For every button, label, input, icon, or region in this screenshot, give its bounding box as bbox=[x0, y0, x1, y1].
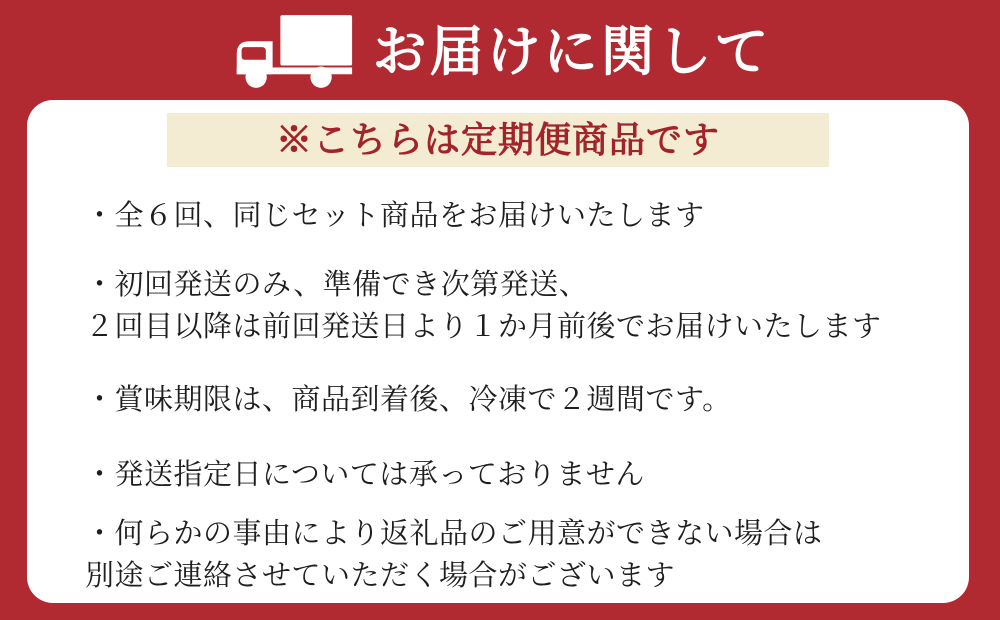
delivery-note-item bbox=[85, 194, 953, 236]
page-title: お届けに関して bbox=[372, 19, 772, 83]
delivery-note-line: ・初回発送のみ、準備でき次第発送、 bbox=[85, 267, 589, 301]
info-card bbox=[27, 100, 969, 603]
delivery-note-item bbox=[85, 512, 953, 596]
header bbox=[0, 0, 1000, 100]
delivery-note-line: ２回目以降は前回発送日より１か月前後でお届けいたします bbox=[85, 309, 882, 343]
delivery-note-line: ・賞味期限は、商品到着後、冷凍で２週間です。 bbox=[85, 382, 732, 416]
delivery-note-line: ・全６回、同じセット商品をお届けいたします bbox=[85, 198, 705, 232]
delivery-note-line: 別途ご連絡させていただく場合がございます bbox=[85, 558, 676, 592]
delivery-notes-list bbox=[27, 194, 969, 596]
delivery-note-item bbox=[85, 453, 953, 495]
truck-icon bbox=[229, 13, 355, 89]
delivery-note-line: ・発送指定日については承っておりません bbox=[85, 457, 645, 491]
delivery-note-line: ・何らかの事由により返礼品のご用意ができない場合は bbox=[85, 516, 823, 550]
subscription-notice-text: ※こちらは定期便商品です bbox=[275, 119, 720, 161]
delivery-note-item bbox=[85, 378, 953, 420]
subscription-notice-banner bbox=[167, 113, 829, 167]
delivery-note-item bbox=[85, 263, 953, 347]
